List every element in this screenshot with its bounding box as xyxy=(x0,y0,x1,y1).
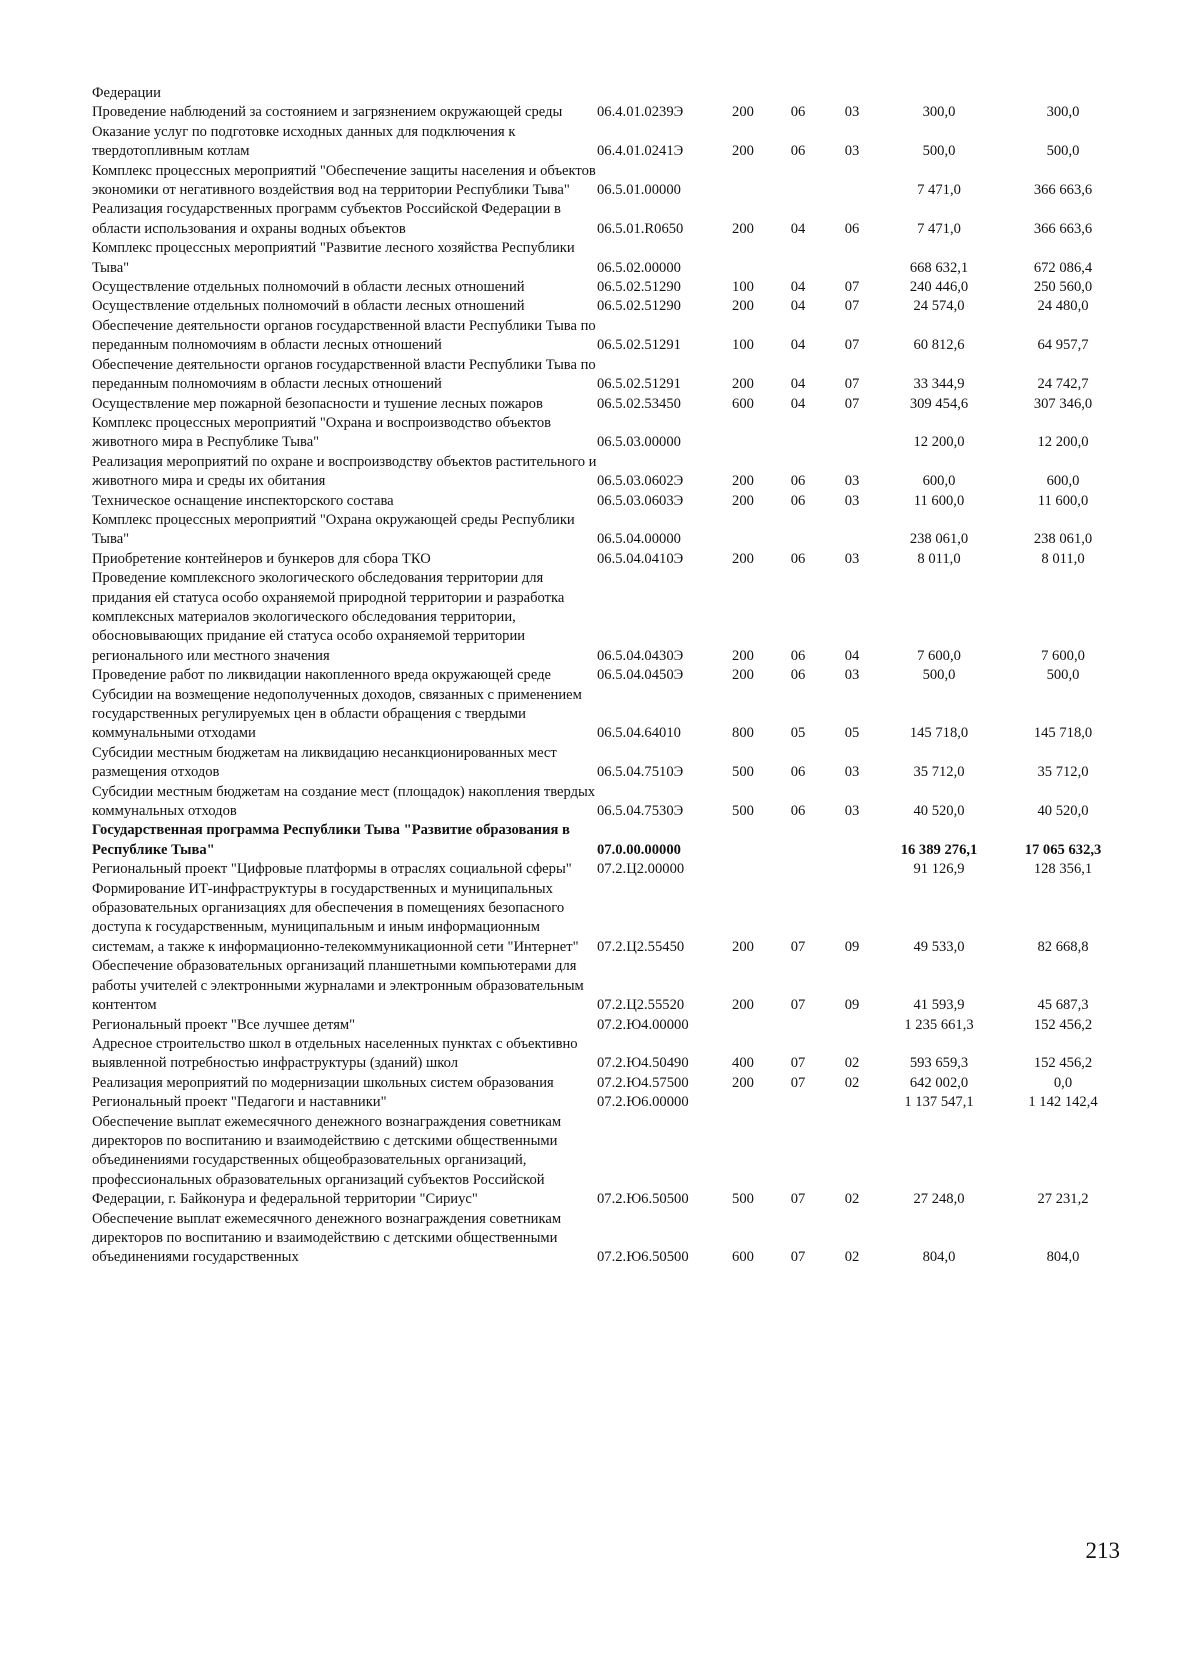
row-sum-year-2: 152 456,2 xyxy=(1033,1016,1093,1033)
row-name: Обеспечение деятельности органов государственной власти Республики Тыва по переданным полномочиям в области лесных отношений xyxy=(92,317,596,354)
row-expense-type: 200 xyxy=(732,667,754,684)
row-sum-year-2: 366 663,6 xyxy=(1033,220,1093,237)
row-expense-type xyxy=(715,821,771,860)
row-expense-type: 500 xyxy=(732,764,754,781)
row-name: Обеспечение деятельности органов государственной власти Республики Тыва по переданным полномочиям в области лесных отношений xyxy=(92,356,596,393)
row-subsection: 03 xyxy=(844,492,860,509)
row-expense-type: 200 xyxy=(732,473,754,490)
row-name: Формирование ИТ-инфраструктуры в государственных и муниципальных образовательных организациях для обеспечения в помещениях безопасного доступа к государственным, муниципальным и иным информационным системам, а также к информационно-телекоммуникационной сети "Интернет" xyxy=(92,880,579,955)
row-code: 07.0.00.00000 xyxy=(597,841,681,858)
row-code: 06.4.01.0241Э xyxy=(597,143,684,160)
row-sum-year-1: 145 718,0 xyxy=(909,725,969,742)
row-code: 06.5.02.51291 xyxy=(597,376,681,393)
row-section: 07 xyxy=(790,1191,806,1208)
row-sum-year-2: 64 957,7 xyxy=(1037,337,1089,354)
row-expense-type: 200 xyxy=(732,647,754,664)
row-code: 06.5.03.00000 xyxy=(597,434,681,451)
row-sum-year-2: 672 086,4 xyxy=(1033,259,1093,276)
table-row xyxy=(92,783,1127,822)
table-row xyxy=(92,569,1127,666)
row-subsection: 03 xyxy=(844,764,860,781)
row-expense-type xyxy=(715,860,771,879)
row-name: Комплекс процессных мероприятий "Охрана окружающей среды Республики Тыва" xyxy=(92,511,575,548)
row-section: 05 xyxy=(790,725,806,742)
table-row xyxy=(92,1210,1127,1268)
table-row xyxy=(92,666,1127,685)
row-code: 07.2.Ю6.00000 xyxy=(597,1094,689,1111)
row-code: 06.5.02.51291 xyxy=(597,337,681,354)
row-subsection xyxy=(825,414,879,453)
row-sum-year-2: 366 663,6 xyxy=(1033,182,1093,199)
row-subsection xyxy=(825,511,879,550)
row-name: Региональный проект "Педагоги и наставники" xyxy=(92,1094,387,1111)
row-name: Субсидии на возмещение недополученных доходов, связанных с применением государственных регулируемых цен в области обращения с твердыми коммунальными отходами xyxy=(92,686,582,742)
row-section: 06 xyxy=(790,492,806,509)
row-section xyxy=(771,414,825,453)
row-sum-year-2: 1 142 142,4 xyxy=(1028,1094,1098,1111)
row-name: Субсидии местным бюджетам на ликвидацию несанкционированных мест размещения отходов xyxy=(92,744,557,781)
row-name: Адресное строительство школ в отдельных населенных пунктах с объективно выявленной потребностью инфраструктуры (зданий) школ xyxy=(92,1035,578,1072)
row-sum-year-1: 35 712,0 xyxy=(913,764,965,781)
row-subsection: 06 xyxy=(844,220,860,237)
row-code: 06.5.02.53450 xyxy=(597,395,681,412)
row-expense-type: 600 xyxy=(732,395,754,412)
row-expense-type: 100 xyxy=(732,337,754,354)
row-sum-year-2: 17 065 632,3 xyxy=(1024,841,1102,858)
table-row xyxy=(92,84,1127,103)
row-sum-year-1: 7 471,0 xyxy=(917,182,961,199)
row-sum-year-2: 0,0 xyxy=(1053,1074,1073,1091)
row-sum-year-1: 24 574,0 xyxy=(913,298,965,315)
row-name: Осуществление отдельных полномочий в области лесных отношений xyxy=(92,279,525,296)
row-section xyxy=(771,860,825,879)
row-expense-type: 200 xyxy=(732,220,754,237)
row-sum-year-1: 33 344,9 xyxy=(913,376,965,393)
table-row xyxy=(92,123,1127,162)
row-sum-year-2: 600,0 xyxy=(1046,473,1080,490)
row-sum-year-2: 250 560,0 xyxy=(1033,279,1093,296)
budget-table xyxy=(92,84,1127,1268)
row-subsection: 05 xyxy=(844,725,860,742)
table-row xyxy=(92,103,1127,122)
table-row xyxy=(92,200,1127,239)
row-expense-type: 200 xyxy=(732,376,754,393)
row-sum-year-1: 642 002,0 xyxy=(909,1074,969,1091)
row-sum-year-1: 1 235 661,3 xyxy=(904,1016,974,1033)
row-name: Региональный проект "Все лучшее детям" xyxy=(92,1016,356,1033)
row-code: 06.5.04.00000 xyxy=(597,531,681,548)
row-subsection: 03 xyxy=(844,550,860,567)
row-sum-year-2: 804,0 xyxy=(1046,1249,1080,1266)
table-row xyxy=(92,1016,1127,1035)
row-expense-type: 200 xyxy=(732,104,754,121)
row-section: 06 xyxy=(790,550,806,567)
row-code: 06.5.04.0410Э xyxy=(597,550,684,567)
row-code: 07.2.Ю4.00000 xyxy=(597,1016,689,1033)
row-sum-year-1: 40 520,0 xyxy=(913,803,965,820)
row-subsection: 03 xyxy=(844,667,860,684)
row-section: 06 xyxy=(790,143,806,160)
row-code: 06.5.02.00000 xyxy=(597,259,681,276)
row-sum-year-2 xyxy=(999,84,1127,103)
row-code: 06.5.01.R0650 xyxy=(597,220,684,237)
row-section: 04 xyxy=(790,220,806,237)
table-row xyxy=(92,550,1127,569)
row-subsection: 02 xyxy=(844,1191,860,1208)
row-sum-year-1: 238 061,0 xyxy=(909,531,969,548)
table-row xyxy=(92,297,1127,316)
row-name: Федерации xyxy=(92,85,161,101)
table-row xyxy=(92,860,1127,879)
row-expense-type: 200 xyxy=(732,1074,754,1091)
row-sum-year-1: 240 446,0 xyxy=(909,279,969,296)
row-sum-year-2: 45 687,3 xyxy=(1037,997,1089,1014)
row-sum-year-2: 24 480,0 xyxy=(1037,298,1089,315)
table-row xyxy=(92,239,1127,278)
row-subsection: 02 xyxy=(844,1249,860,1266)
row-expense-type: 200 xyxy=(732,938,754,955)
row-expense-type xyxy=(715,84,771,103)
row-code: 07.2.Ю4.50490 xyxy=(597,1055,689,1072)
row-code: 06.5.01.00000 xyxy=(597,182,681,199)
row-expense-type: 200 xyxy=(732,143,754,160)
table-row xyxy=(92,1113,1127,1210)
row-expense-type: 600 xyxy=(732,1249,754,1266)
row-section: 06 xyxy=(790,803,806,820)
row-sum-year-2: 128 356,1 xyxy=(1033,861,1093,878)
row-section: 04 xyxy=(790,395,806,412)
row-subsection: 07 xyxy=(844,298,860,315)
row-name: Обеспечение образовательных организаций планшетными компьютерами для работы учителей с электронными журналами и электронным образовательным контентом xyxy=(92,958,584,1014)
row-subsection: 02 xyxy=(844,1055,860,1072)
row-section: 07 xyxy=(790,938,806,955)
row-name: Осуществление отдельных полномочий в области лесных отношений xyxy=(92,298,525,315)
row-subsection: 03 xyxy=(844,143,860,160)
row-code: 07.2.Ю6.50500 xyxy=(597,1191,689,1208)
row-sum-year-1: 500,0 xyxy=(922,667,956,684)
table-row xyxy=(92,453,1127,492)
row-section: 07 xyxy=(790,1249,806,1266)
row-section: 07 xyxy=(790,1055,806,1072)
row-sum-year-2: 238 061,0 xyxy=(1033,531,1093,548)
row-subsection xyxy=(825,1093,879,1112)
row-sum-year-1: 12 200,0 xyxy=(913,434,965,451)
row-sum-year-1: 7 471,0 xyxy=(917,220,961,237)
row-code: 06.4.01.0239Э xyxy=(597,104,684,121)
row-expense-type xyxy=(715,162,771,201)
row-sum-year-1: 11 600,0 xyxy=(913,492,965,509)
row-code xyxy=(597,84,715,103)
row-subsection: 03 xyxy=(844,803,860,820)
row-expense-type: 800 xyxy=(732,725,754,742)
row-name: Субсидии местным бюджетам на создание мест (площадок) накопления твердых коммунальных отходов xyxy=(92,783,596,820)
row-sum-year-1: 49 533,0 xyxy=(913,938,965,955)
row-name: Государственная программа Республики Тыва "Развитие образования в Республике Тыва" xyxy=(92,822,570,858)
row-sum-year-1: 804,0 xyxy=(922,1249,956,1266)
table-row xyxy=(92,414,1127,453)
row-name: Проведение работ по ликвидации накопленного вреда окружающей среде xyxy=(92,667,552,684)
row-subsection: 03 xyxy=(844,473,860,490)
table-row xyxy=(92,162,1127,201)
row-name: Осуществление мер пожарной безопасности и тушение лесных пожаров xyxy=(92,395,543,412)
row-section xyxy=(771,84,825,103)
row-expense-type: 100 xyxy=(732,279,754,296)
row-subsection: 04 xyxy=(844,647,860,664)
table-row xyxy=(92,1035,1127,1074)
row-expense-type xyxy=(715,414,771,453)
row-subsection: 07 xyxy=(844,337,860,354)
row-name: Комплекс процессных мероприятий "Охрана и воспроизводство объектов животного мира в Республике Тыва" xyxy=(92,414,552,451)
table-row xyxy=(92,744,1127,783)
row-sum-year-2: 11 600,0 xyxy=(1037,492,1089,509)
row-code: 06.5.03.0602Э xyxy=(597,473,684,490)
budget-table-body xyxy=(92,84,1127,1268)
row-sum-year-1: 593 659,3 xyxy=(909,1055,969,1072)
row-sum-year-2: 500,0 xyxy=(1046,667,1080,684)
row-sum-year-2: 82 668,8 xyxy=(1037,938,1089,955)
row-sum-year-2: 12 200,0 xyxy=(1037,434,1089,451)
row-name: Проведение наблюдений за состоянием и загрязнением окружающей среды xyxy=(92,104,563,121)
row-section: 04 xyxy=(790,298,806,315)
row-section: 06 xyxy=(790,667,806,684)
row-sum-year-1: 41 593,9 xyxy=(913,997,965,1014)
row-name: Обеспечение выплат ежемесячного денежного вознаграждения советникам директоров по воспитанию и взаимодействию с детскими общественными объединениями государственных xyxy=(92,1210,562,1266)
row-sum-year-1: 500,0 xyxy=(922,143,956,160)
row-section: 04 xyxy=(790,279,806,296)
row-sum-year-1: 309 454,6 xyxy=(909,395,969,412)
row-section xyxy=(771,239,825,278)
row-section xyxy=(771,821,825,860)
row-sum-year-2: 8 011,0 xyxy=(1041,550,1085,567)
table-row xyxy=(92,511,1127,550)
row-code: 07.2.Ц2.00000 xyxy=(597,861,685,878)
row-name: Приобретение контейнеров и бункеров для сбора ТКО xyxy=(92,550,431,567)
row-section xyxy=(771,1093,825,1112)
row-code: 07.2.Ю6.50500 xyxy=(597,1249,689,1266)
row-expense-type: 400 xyxy=(732,1055,754,1072)
row-code: 06.5.04.64010 xyxy=(597,725,681,742)
row-name: Техническое оснащение инспекторского состава xyxy=(92,492,394,509)
row-sum-year-1: 7 600,0 xyxy=(917,647,961,664)
row-expense-type: 200 xyxy=(732,997,754,1014)
row-expense-type: 200 xyxy=(732,492,754,509)
row-sum-year-1: 668 632,1 xyxy=(909,259,969,276)
table-row xyxy=(92,880,1127,958)
row-section: 04 xyxy=(790,337,806,354)
row-expense-type xyxy=(715,511,771,550)
row-sum-year-1: 300,0 xyxy=(922,104,956,121)
row-sum-year-2: 307 346,0 xyxy=(1033,395,1093,412)
row-name: Обеспечение выплат ежемесячного денежного вознаграждения советникам директоров по воспитанию и взаимодействию с детскими общественными объединениями государственных общеобразовательных организаций, профессиональных образовательных организаций субъектов Российской Федерации, г. Байконура и федеральной территории "Сириус" xyxy=(92,1113,562,1208)
row-section xyxy=(771,162,825,201)
row-subsection: 09 xyxy=(844,938,860,955)
table-row xyxy=(92,686,1127,744)
row-code: 07.2.Ю4.57500 xyxy=(597,1074,689,1091)
row-subsection: 07 xyxy=(844,395,860,412)
row-sum-year-2: 7 600,0 xyxy=(1041,647,1085,664)
row-sum-year-2: 300,0 xyxy=(1046,104,1080,121)
row-sum-year-2: 152 456,2 xyxy=(1033,1055,1093,1072)
row-sum-year-1: 16 389 276,1 xyxy=(900,841,978,858)
row-subsection: 07 xyxy=(844,279,860,296)
row-name: Проведение комплексного экологического обследования территории для придания ей статуса особо охраняемой природной территории и разработка комплексных материалов экологического обследования территории, обосновывающих придание ей статуса особо охраняемой территории регионального или местного значения xyxy=(92,570,565,664)
table-row xyxy=(92,1074,1127,1093)
row-sum-year-2: 40 520,0 xyxy=(1037,803,1089,820)
row-code: 06.5.04.0430Э xyxy=(597,647,684,664)
page-number: 213 xyxy=(1085,1538,1120,1563)
row-code: 06.5.03.0603Э xyxy=(597,492,684,509)
row-section: 06 xyxy=(790,764,806,781)
row-section xyxy=(771,1016,825,1035)
row-subsection: 09 xyxy=(844,997,860,1014)
row-section: 07 xyxy=(790,997,806,1014)
row-sum-year-2: 500,0 xyxy=(1046,143,1080,160)
row-section: 06 xyxy=(790,104,806,121)
row-code: 06.5.04.7510Э xyxy=(597,764,684,781)
row-subsection xyxy=(825,860,879,879)
table-row xyxy=(92,492,1127,511)
row-code: 07.2.Ц2.55520 xyxy=(597,997,685,1014)
row-code: 06.5.04.7530Э xyxy=(597,803,684,820)
table-row xyxy=(92,395,1127,414)
row-name: Комплекс процессных мероприятий "Развитие лесного хозяйства Республики Тыва" xyxy=(92,240,575,276)
row-sum-year-1: 600,0 xyxy=(922,473,956,490)
row-sum-year-2: 27 231,2 xyxy=(1037,1191,1089,1208)
row-sum-year-1: 8 011,0 xyxy=(917,550,961,567)
row-subsection xyxy=(825,162,879,201)
row-subsection xyxy=(825,84,879,103)
row-section: 04 xyxy=(790,376,806,393)
row-code: 06.5.04.0450Э xyxy=(597,667,684,684)
row-subsection: 02 xyxy=(844,1074,860,1091)
row-subsection xyxy=(825,239,879,278)
table-row xyxy=(92,821,1127,860)
row-sum-year-1 xyxy=(879,84,999,103)
table-row xyxy=(92,317,1127,356)
row-name: Региональный проект "Цифровые платформы в отраслях социальной сферы" xyxy=(92,861,572,878)
row-expense-type: 200 xyxy=(732,298,754,315)
table-row xyxy=(92,356,1127,395)
table-row xyxy=(92,278,1127,297)
row-code: 07.2.Ц2.55450 xyxy=(597,938,685,955)
row-name: Оказание услуг по подготовке исходных данных для подключения к твердотопливным котлам xyxy=(92,123,516,160)
row-sum-year-1: 27 248,0 xyxy=(913,1191,965,1208)
row-expense-type: 500 xyxy=(732,803,754,820)
row-sum-year-1: 60 812,6 xyxy=(913,337,965,354)
row-sum-year-2: 35 712,0 xyxy=(1037,764,1089,781)
table-row xyxy=(92,957,1127,1015)
row-expense-type xyxy=(715,1093,771,1112)
row-expense-type xyxy=(715,239,771,278)
table-row xyxy=(92,1093,1127,1112)
row-expense-type: 500 xyxy=(732,1191,754,1208)
row-name: Комплекс процессных мероприятий "Обеспечение защиты населения и объектов экономики от негативного воздействия вод на территории Республики Тыва" xyxy=(92,162,596,199)
row-sum-year-2: 24 742,7 xyxy=(1037,376,1089,393)
row-section: 06 xyxy=(790,647,806,664)
row-subsection: 07 xyxy=(844,376,860,393)
row-section xyxy=(771,511,825,550)
row-sum-year-2: 145 718,0 xyxy=(1033,725,1093,742)
row-subsection xyxy=(825,821,879,860)
row-sum-year-1: 1 137 547,1 xyxy=(904,1094,974,1111)
row-section: 07 xyxy=(790,1074,806,1091)
row-code: 06.5.02.51290 xyxy=(597,298,681,315)
row-name: Реализация мероприятий по модернизации школьных систем образования xyxy=(92,1074,554,1091)
row-name: Реализация мероприятий по охране и воспроизводству объектов растительного и животного мира и среды их обитания xyxy=(92,453,597,490)
row-subsection: 03 xyxy=(844,104,860,121)
row-subsection xyxy=(825,1016,879,1035)
row-section: 06 xyxy=(790,473,806,490)
row-name: Реализация государственных программ субъектов Российской Федерации в области использования и охраны водных объектов xyxy=(92,201,561,237)
row-expense-type: 200 xyxy=(732,550,754,567)
row-expense-type xyxy=(715,1016,771,1035)
row-sum-year-1: 91 126,9 xyxy=(913,861,965,878)
row-code: 06.5.02.51290 xyxy=(597,279,681,296)
